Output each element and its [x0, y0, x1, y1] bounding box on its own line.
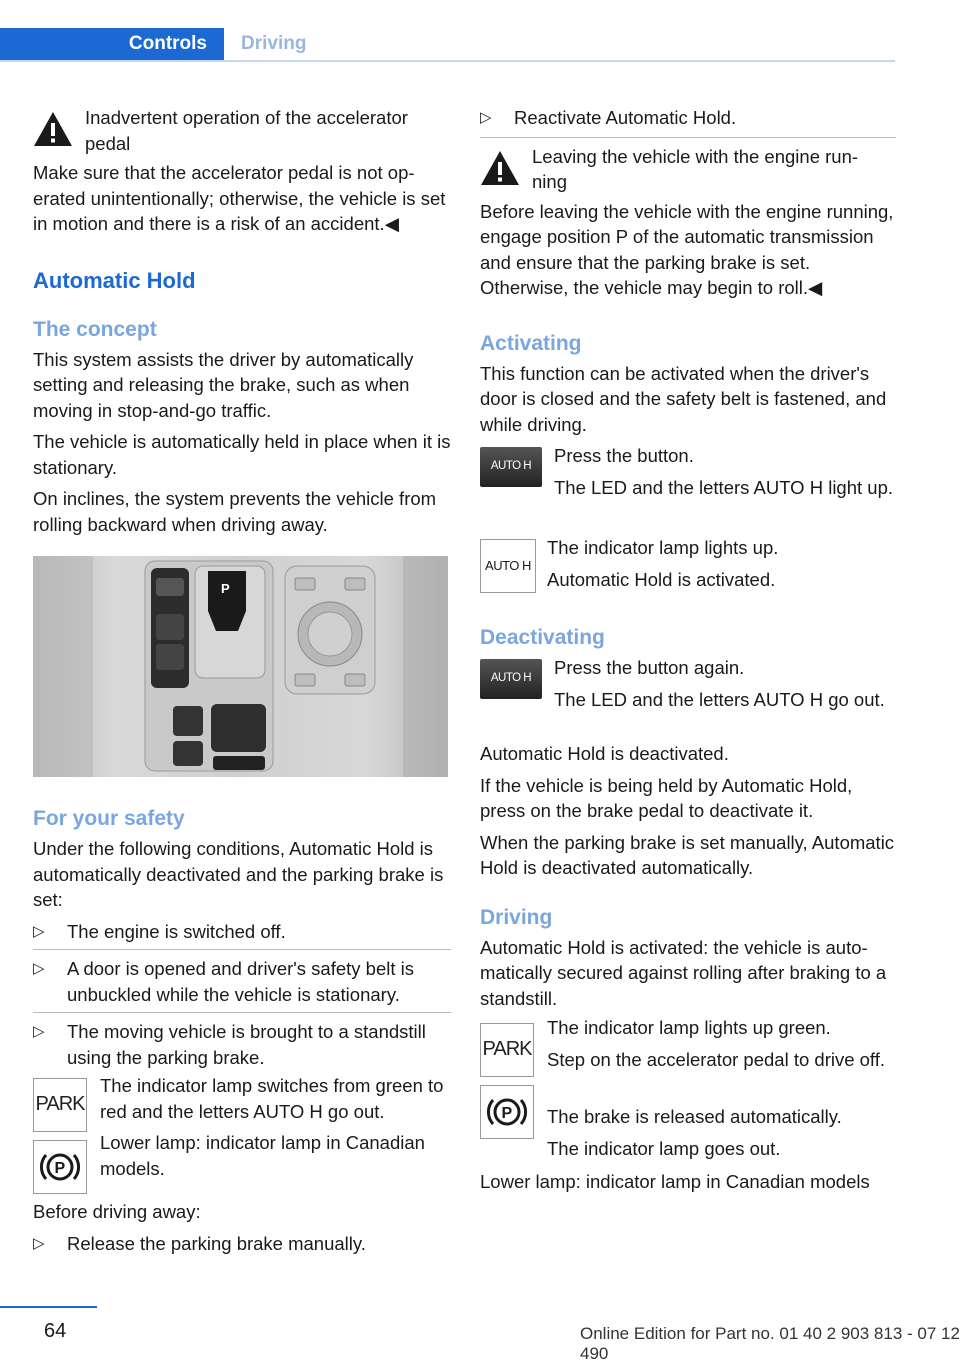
bullet-triangle-icon: ▷ — [33, 1023, 45, 1040]
manual-text: When the parking brake is set manually, Automatic Hold is deactivated automatically. — [480, 831, 895, 878]
driving-step: Step on the accelerator pedal to drive off. — [547, 1049, 886, 1070]
bullet-triangle-icon: ▷ — [33, 922, 45, 940]
driving-step: The indicator lamp goes out. — [547, 1138, 781, 1159]
activating-heading: Activating — [480, 331, 582, 355]
safety-heading: For your safety — [33, 807, 185, 830]
driving-step: The brake is released automatically. — [547, 1106, 842, 1127]
warning-triangle-icon — [33, 111, 73, 147]
indicator-text: Lower lamp: indicator lamp in Canadian models. — [100, 1132, 425, 1179]
concept-paragraph: This system assists the driver by automatically setting and releasing the brake, such as when moving in stop-and-go traffic. — [33, 348, 414, 421]
driving-step: The indicator lamp lights up green. — [547, 1017, 831, 1038]
indicator-block — [33, 1075, 451, 1208]
warning-title: Leaving the vehicle with the engine running — [532, 145, 859, 192]
driving-heading: Driving — [480, 905, 553, 929]
lower-lamp-text: Lower lamp: indicator lamp in Canadian models — [480, 1171, 870, 1192]
bullet-triangle-icon: ▷ — [33, 1234, 45, 1252]
warning-title: Inadvertent operation of the accelerator pedal — [85, 107, 408, 154]
before-driving-label: Before driving away: — [33, 1201, 201, 1222]
list-item: ▷ A door is opened and driver's safety belt is unbuckled while the vehicle is stationary. — [33, 950, 451, 1013]
edition-text: Online Edition for Part no. 01 40 2 903 813 - 07 12 490 — [580, 1324, 960, 1363]
left-column — [33, 105, 451, 1256]
tab-controls[interactable]: Controls — [0, 28, 224, 60]
concept-paragraph: The vehicle is automatically held in place when it is stationary. — [33, 431, 451, 478]
footer-rule — [0, 1306, 97, 1308]
activate-step — [480, 447, 896, 519]
indicator-text: The indicator lamp switches from green to red and the letters AUTO H go out. — [100, 1075, 444, 1122]
list-item: ▷ Release the parking brake manually. — [33, 1231, 451, 1257]
activating-text: This function can be activated when the driver's door is closed and the safety belt is fastened, and while driving. — [480, 362, 887, 435]
tab-driving[interactable]: Driving — [241, 33, 307, 54]
warning-text: Make sure that the accelerator pedal is not operated unintentionally; otherwise, the vehicle is set in motion and there is a risk of an accident.◀ — [33, 162, 446, 234]
warning-triangle-icon — [480, 150, 520, 186]
svg-text:P: P — [221, 581, 230, 596]
deactivate-step — [480, 659, 896, 731]
chapter-header — [0, 28, 895, 62]
warning-leaving-vehicle — [480, 144, 896, 195]
deactivated-text: Automatic Hold is deactivated. — [480, 743, 729, 764]
list-item: ▷ The moving vehicle is brought to a standstill using the parking brake. — [33, 1021, 426, 1068]
indicator-step — [480, 539, 896, 605]
section-heading: Automatic Hold — [33, 267, 196, 293]
step-text: Press the button again. — [554, 657, 745, 678]
svg-text:P: P — [54, 1160, 66, 1177]
concept-heading: The concept — [33, 317, 157, 341]
svg-text:P: P — [501, 1105, 513, 1122]
auto-h-button-icon: AUTO H — [480, 447, 542, 487]
step-text: The LED and the letters AUTO H go out. — [554, 689, 885, 710]
park-indicator-icon: PARK — [33, 1078, 87, 1132]
safety-list — [33, 919, 451, 1071]
auto-h-button-icon: AUTO H — [480, 659, 542, 699]
list-item: ▷ Reactivate Automatic Hold. — [480, 105, 896, 138]
bullet-triangle-icon: ▷ — [480, 109, 492, 126]
safety-intro: Under the following conditions, Automatic Hold is automatically deactivated and the parking brake is set: — [33, 838, 444, 910]
concept-paragraph: On inclines, the system prevents the vehicle from rolling backward when driving away. — [33, 488, 437, 535]
warning-accelerator — [33, 105, 451, 156]
parking-brake-indicator-icon — [480, 1085, 534, 1139]
bullet-triangle-icon: ▷ — [33, 960, 45, 977]
indicator-text: The indicator lamp lights up. — [547, 537, 779, 558]
driving-indicator-block — [480, 1019, 896, 1173]
held-text: If the vehicle is being held by Automatic Hold, press on the brake pedal to deactivate it. — [480, 774, 853, 821]
deactivating-heading: Deactivating — [480, 626, 605, 649]
parking-brake-indicator-icon — [33, 1140, 87, 1194]
header-rule — [0, 60, 895, 62]
indicator-text: Automatic Hold is activated. — [547, 569, 776, 590]
step-text: Press the button. — [554, 445, 694, 466]
page-number: 64 — [44, 1320, 67, 1342]
right-column — [480, 105, 896, 1195]
console-photo — [33, 556, 448, 777]
list-item: ▷ The engine is switched off. — [33, 919, 451, 951]
park-indicator-icon: PARK — [480, 1023, 534, 1077]
warning-text: Before leaving the vehicle with the engine running, engage position P of the automatic transmission and ensure that the parking brake is set. Otherwise, the vehicle may begin to roll.◀ — [480, 200, 894, 298]
step-text: The LED and the letters AUTO H light up. — [554, 477, 893, 498]
driving-text: Automatic Hold is activated: the vehicle is automatically secured against rolling after braking to a standstill. — [480, 936, 887, 1009]
auto-h-indicator-icon: AUTO H — [480, 539, 536, 593]
